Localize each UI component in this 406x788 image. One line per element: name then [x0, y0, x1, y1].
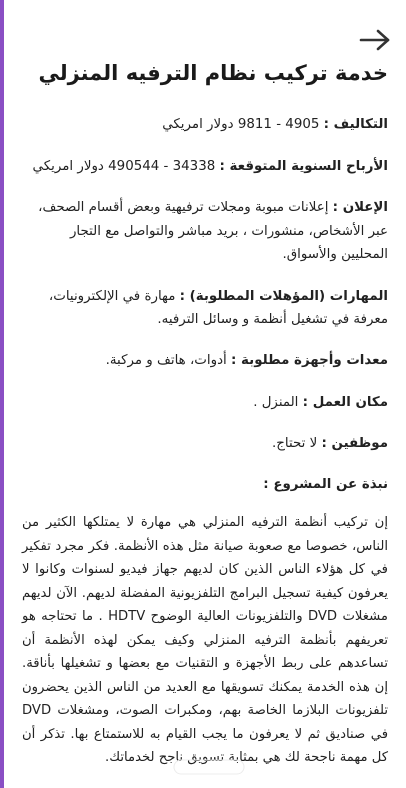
equipment-value: أدوات، هاتف و مركبة.	[105, 353, 232, 369]
skills-field	[22, 285, 388, 332]
back-button[interactable]	[358, 28, 392, 52]
ad-field	[22, 196, 388, 266]
location-label: مكان العمل :	[302, 394, 388, 410]
watermark-icon	[154, 756, 264, 778]
staff-field	[22, 432, 388, 455]
watermark-logo	[154, 756, 264, 778]
profit-label: الأرباح السنوية المتوقعة :	[219, 158, 388, 174]
arrow-right-icon	[358, 28, 392, 52]
about-text: إن تركيب أنظمة الترفيه المنزلي هي مهارة لا يمتلكها الكثير من الناس، خصوصا مع صعوبة صيانة مثل هذه الأنظمة. فكر مجرد تفكير في كل هؤلاء الناس الذين كان لديهم جهاز فيديو لسنوات وكانوا لا يعرفون كيفية تسجيل البرامج التلفزيونية المفضلة لديهم. الآن لديهم مشغلات DVD والتلفزيونات العالية الوضوح HDTV . ما تحتاجه هو تعريفهم بأنظمة الترفيه المنزلي وكيف يمكن لهذه الأنظمة أن تساعدهم على ربط الأجهزة و التقنيات مع بعضها و تشغيلها بأناقة. إن هذه الخدمة يمكنك تسويقها مع العديد من الناس الذين يحضرون تلفزيونات البلازما الخاصة بهم، ومكبرات الصوت، ومشغلات DVD في صناديق ثم لا يعرفون ما يجب القيام به للاستمتاع بها. تذكر أن كل مهمة ناجحة لك هي بمثابة تسويق ناجح لخدماتك.	[22, 515, 388, 766]
profit-value: 34338 - 490544 دولار امريكي	[32, 158, 220, 174]
skills-value: مهارة في الإلكترونيات، معرفة في تشغيل أنظمة و وسائل الترفيه.	[48, 288, 388, 328]
cost-field	[22, 113, 388, 136]
equipment-label: معدات وأجهزة مطلوبة :	[231, 353, 388, 369]
ad-value: إعلانات مبوبة ومجلات ترفيهية وبعض أقسام الصحف، عبر الأشخاص، منشورات ، بريد مباشر والتواصل مع التجار المحليين والأسواق.	[38, 200, 388, 263]
cost-label: التكاليف :	[323, 117, 388, 133]
location-field	[22, 391, 388, 414]
skills-label: المهارات (المؤهلات المطلوبة) :	[179, 288, 388, 304]
profit-field	[22, 155, 388, 178]
about-title: نبذة عن المشروع :	[263, 476, 388, 492]
location-value: المنزل .	[253, 394, 303, 410]
cost-value: 4905 - 9811 دولار امريكي	[162, 117, 324, 133]
staff-value: لا تحتاج.	[271, 436, 322, 452]
staff-label: موظفين :	[321, 436, 388, 452]
ad-label: الإعلان :	[332, 200, 388, 216]
service-details	[22, 60, 388, 770]
page-title: خدمة تركيب نظام الترفيه المنزلي	[38, 61, 388, 85]
equipment-field	[22, 349, 388, 372]
